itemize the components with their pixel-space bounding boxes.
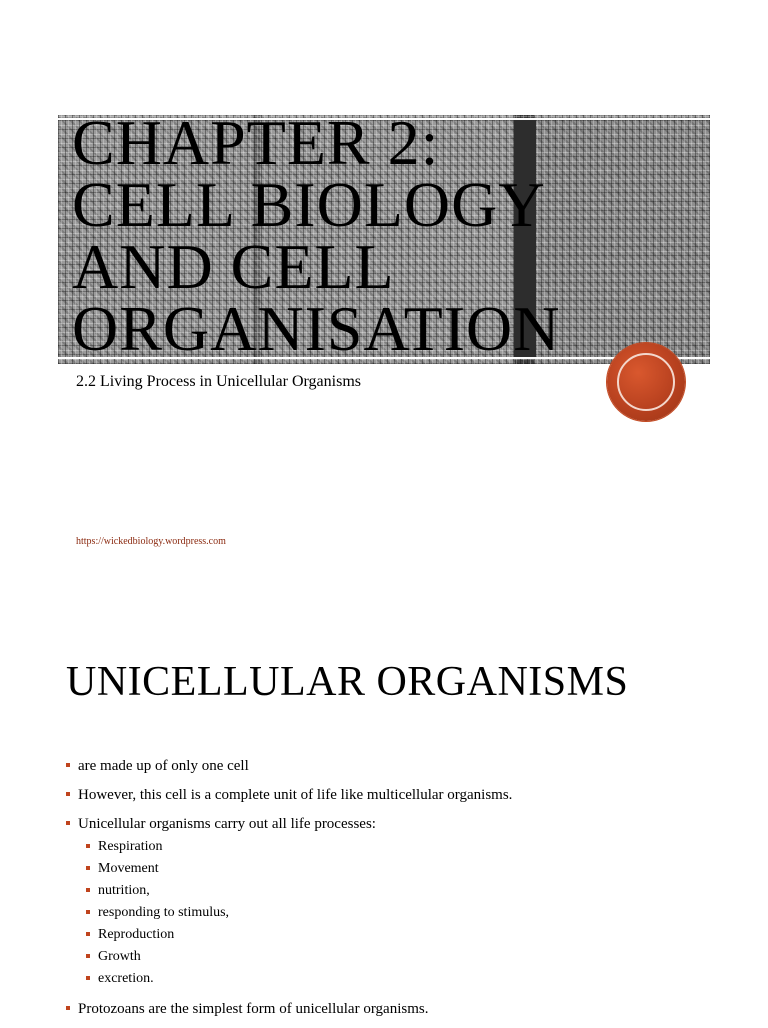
list-item: [66, 814, 512, 990]
bullet-text: are made up of only one cell: [78, 758, 249, 774]
chapter-subtitle: 2.2 Living Process in Unicellular Organisms: [76, 373, 361, 390]
chapter-title-line-2: CELL BIOLOGY: [72, 169, 546, 240]
chapter-title-line-4: ORGANISATION: [72, 293, 561, 364]
content-slide: [0, 600, 768, 1024]
list-item: [66, 756, 512, 776]
bullet-text: Protozoans are the simplest form of unicellular organisms.: [78, 1001, 429, 1017]
bullet-text: However, this cell is a complete unit of life like multicellular organisms.: [78, 787, 513, 803]
chapter-title-line-3: AND CELL: [72, 231, 395, 302]
list-item: [66, 999, 512, 1019]
chapter-title-line-1: CHAPTER 2:: [72, 107, 440, 178]
life-process-item: Growth: [86, 946, 512, 968]
bullet-list: [66, 756, 512, 1028]
life-process-item: Reproduction: [86, 924, 512, 946]
life-process-item: responding to stimulus,: [86, 902, 512, 924]
list-item: [66, 785, 512, 805]
life-process-item: excretion.: [86, 968, 512, 990]
life-process-item: Respiration: [86, 836, 512, 858]
life-process-item: Movement: [86, 858, 512, 880]
bullet-text: Unicellular organisms carry out all life processes:: [78, 816, 376, 832]
decorative-circle-badge: [607, 343, 685, 421]
section-heading: UNICELLULAR ORGANISMS: [66, 659, 629, 705]
source-link[interactable]: https://wickedbiology.wordpress.com: [76, 536, 226, 547]
life-process-list: [86, 836, 512, 990]
life-process-item: nutrition,: [86, 880, 512, 902]
badge-ring: [617, 353, 675, 411]
chapter-title: [72, 107, 632, 364]
